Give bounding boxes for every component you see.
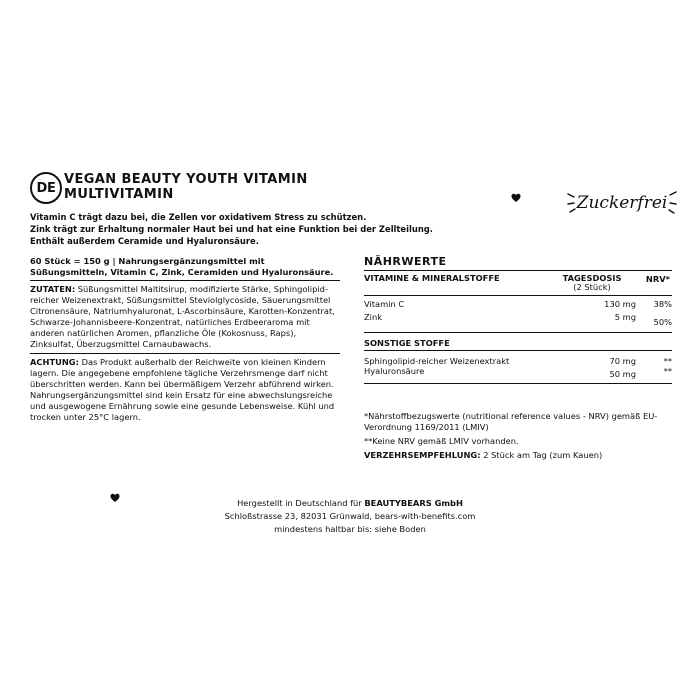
manufacturer-address: Schloßstrasse 23, 82031 Grünwald, bears-with-benefits.com bbox=[224, 511, 476, 521]
manufacturer-prefix: Hergestellt in Deutschland für bbox=[237, 498, 365, 508]
nutrient-amount: 70 mg bbox=[609, 356, 636, 366]
nrv-note: *Nährstoffbezugswerte (nutritional reference values - NRV) gemäß EU-Verordnung 1169/2011 (LMIV) bbox=[364, 411, 658, 432]
nutrient-nrv: ** bbox=[663, 356, 672, 366]
column-header-nrv: NRV* bbox=[645, 274, 670, 284]
column-header-daily-dose-label: TAGESDOSIS bbox=[562, 273, 622, 283]
best-before-note: mindestens haltbar bis: siehe Boden bbox=[274, 524, 426, 534]
product-title-line2: MULTIVITAMIN bbox=[64, 187, 174, 202]
column-header-nutrients: VITAMINE & MINERALSTOFFE bbox=[364, 273, 500, 283]
claim-text: Zink trägt zur Erhaltung normaler Haut bei und hat eine Funktion bei der Zellteilung. bbox=[30, 224, 433, 234]
warning-paragraph bbox=[30, 353, 340, 423]
product-title bbox=[64, 172, 364, 202]
other-substances-heading: SONSTIGE STOFFE bbox=[364, 336, 672, 351]
claim-text: Enthält außerdem Ceramide und Hyaluronsäure. bbox=[30, 236, 259, 246]
nutrient-amount: 130 mg bbox=[604, 299, 636, 309]
vitamins-rows bbox=[364, 296, 672, 333]
table-row bbox=[364, 365, 672, 377]
nutrient-nrv: ** bbox=[663, 366, 672, 376]
ingredients-paragraph bbox=[30, 280, 340, 350]
nutrition-notes bbox=[364, 411, 674, 464]
table-header bbox=[364, 270, 672, 296]
manufacturer-footer bbox=[150, 497, 550, 536]
dosage-label: VERZEHRSEMPFEHLUNG: bbox=[364, 450, 481, 460]
nutrient-name: Hyaluronsäure bbox=[364, 366, 425, 376]
dosage-recommendation bbox=[364, 450, 674, 461]
nutrient-nrv: 38% bbox=[653, 299, 672, 309]
warning-text: Das Produkt außerhalb der Reichweite von kleinen Kindern lagern. Die angegebene empfohlene tägliche Verzehrsmenge darf nicht überschritten werden. Kann bei übermäßigem Verzehr abführend wirken. Nahrungsergänzungsmittel sind kein Ersatz für eine abwechslungsreiche und ausgewogene Ernährung sowie eine gesunde Lebensweise. Kühl und trocken unter 25°C lagern. bbox=[30, 357, 335, 422]
zuckerfrei-logo-text: Zuckerfrei bbox=[576, 193, 668, 213]
warning-label: ACHTUNG: bbox=[30, 357, 79, 367]
zuckerfrei-logo bbox=[566, 182, 678, 222]
claim-text: Vitamin C trägt dazu bei, die Zellen vor oxidativem Stress zu schützen. bbox=[30, 212, 367, 222]
nutrition-table bbox=[364, 270, 672, 384]
nutrition-heading: NÄHRWERTE bbox=[364, 255, 447, 268]
column-header-daily-dose-sub: (2 Stück) bbox=[573, 282, 611, 292]
heart-icon bbox=[511, 193, 521, 203]
nutrient-name: Sphingolipid-reicher Weizenextrakt bbox=[364, 356, 510, 366]
heart-icon bbox=[110, 493, 120, 503]
dosage-text: 2 Stück am Tag (zum Kauen) bbox=[480, 450, 603, 460]
health-claims bbox=[30, 211, 450, 247]
nutrient-nrv: 50% bbox=[653, 317, 672, 327]
product-description: 60 Stück = 150 g | Nahrungsergänzungsmittel mit Süßungsmitteln, Vitamin C, Zink, Ceramiden und Hyaluronsäure. bbox=[30, 256, 334, 277]
product-title-line1: VEGAN BEAUTY YOUTH VITAMIN bbox=[64, 172, 308, 187]
ingredients-text: Süßungsmittel Maltitsirup, modifizierte Stärke, Sphingolipid-reicher Weizenextrakt, Süßungsmittel Steviolglycoside, Säuerungsmittel Citronensäure, Natriumhyaluronat, L-Ascorbinsäure, Karotten-Konzentrat, Schwarze-Johannisbeere-Konzentrat, natürliches Erdbeeraroma mit anderen natürlichen Aromen, pflanzliche Öle (Kokosnuss, Raps), Zinksulfat, Überzugsmittel Carnaubawachs. bbox=[30, 284, 335, 349]
column-header-daily-dose bbox=[552, 274, 632, 292]
other-substances-rows bbox=[364, 351, 672, 384]
no-nrv-note: **Keine NRV gemäß LMIV vorhanden. bbox=[364, 436, 519, 446]
language-badge: DE bbox=[30, 172, 62, 204]
nutrient-amount: 50 mg bbox=[609, 369, 636, 379]
nutrient-amount: 5 mg bbox=[614, 312, 636, 322]
table-row bbox=[364, 311, 672, 327]
ingredients-column bbox=[30, 256, 340, 423]
nutrient-name: Zink bbox=[364, 312, 383, 322]
manufacturer-brand: BEAUTYBEARS GmbH bbox=[364, 498, 463, 508]
ingredients-label: ZUTATEN: bbox=[30, 284, 76, 294]
table-row bbox=[364, 298, 672, 310]
manufacturer-line bbox=[150, 497, 550, 510]
nutrient-name: Vitamin C bbox=[364, 299, 405, 309]
